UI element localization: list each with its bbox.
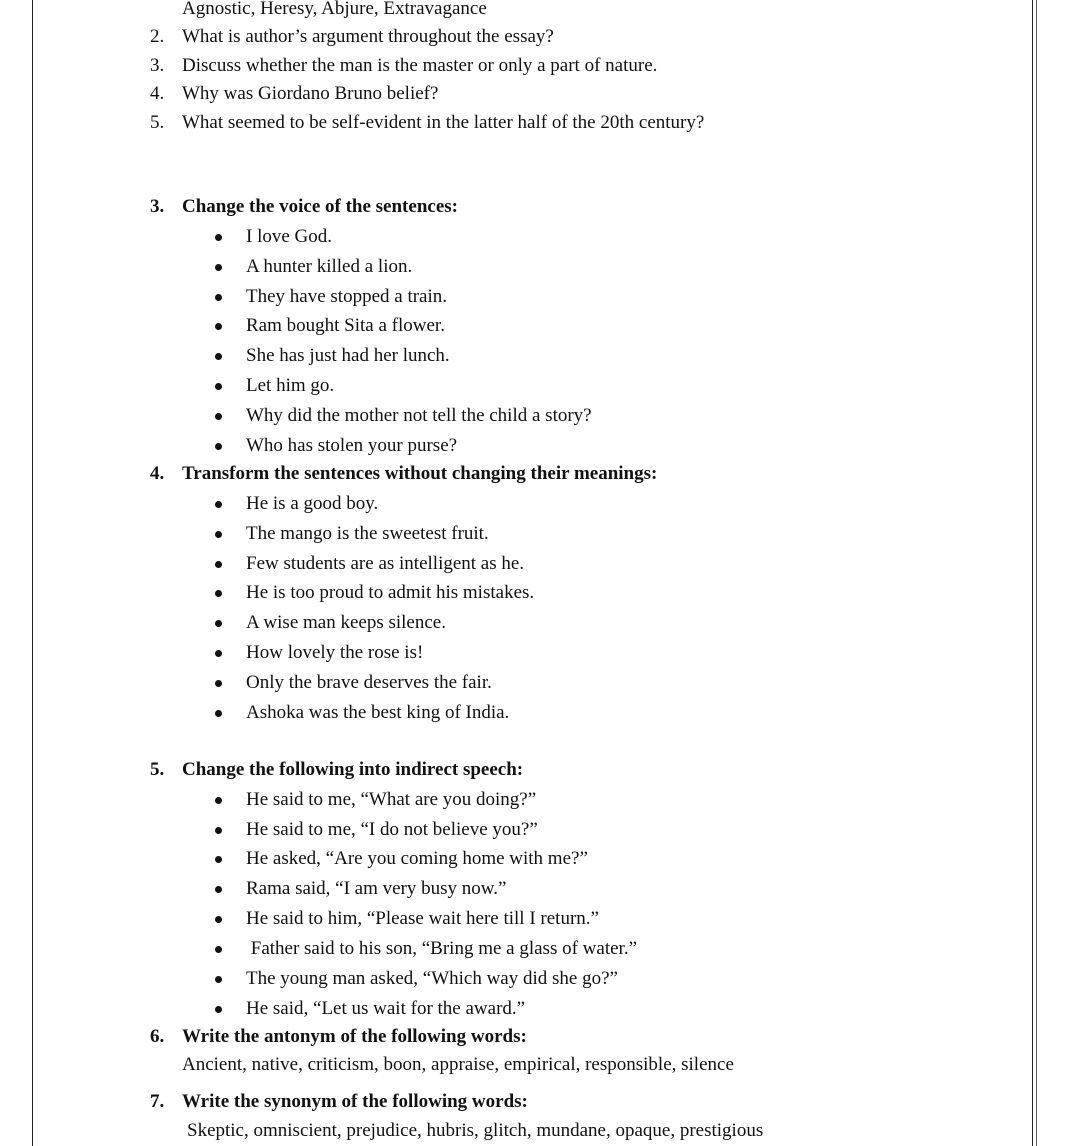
question-text: What seemed to be self-evident in the latter half of the 20th century?: [182, 112, 705, 133]
bullet-icon: [215, 353, 222, 360]
bullet-icon: [215, 710, 222, 717]
list-item: Let him go.: [246, 375, 335, 396]
section-number: 3.: [150, 196, 165, 217]
list-item: He said to me, “I do not believe you?”: [246, 819, 538, 840]
bullet-icon: [215, 413, 222, 420]
list-item: He is a good boy.: [246, 493, 379, 514]
bullet-icon: [215, 590, 222, 597]
vocab-words-line: Agnostic, Heresy, Abjure, Extravagance: [182, 0, 487, 19]
bullet-icon: [215, 531, 222, 538]
bullet-icon: [215, 976, 222, 983]
list-item: She has just had her lunch.: [246, 345, 450, 366]
bullet-icon: [215, 620, 222, 627]
bullet-icon: [215, 294, 222, 301]
bullet-icon: [215, 383, 222, 390]
bullet-icon: [215, 443, 222, 450]
section-heading: Write the synonym of the following words:: [182, 1091, 528, 1112]
list-item: He said to him, “Please wait here till I return.”: [246, 908, 599, 929]
bullet-icon: [215, 1006, 222, 1013]
list-item: Ashoka was the best king of India.: [246, 702, 510, 723]
bullet-icon: [215, 650, 222, 657]
list-item: He said, “Let us wait for the award.”: [246, 998, 526, 1019]
bullet-icon: [215, 946, 222, 953]
question-number: 4.: [150, 83, 165, 104]
section-heading: Change the voice of the sentences:: [182, 196, 458, 217]
section-heading: Write the antonym of the following words:: [182, 1026, 527, 1047]
bullet-icon: [215, 797, 222, 804]
bullet-icon: [215, 886, 222, 893]
section-number: 4.: [150, 463, 165, 484]
section-heading: Transform the sentences without changing their meanings:: [182, 463, 658, 484]
question-number: 2.: [150, 26, 165, 47]
list-item: They have stopped a train.: [246, 286, 448, 307]
section-number: 5.: [150, 759, 165, 780]
section-heading: Change the following into indirect speech:: [182, 759, 524, 780]
list-item: Why did the mother not tell the child a story?: [246, 405, 592, 426]
list-item: The young man asked, “Which way did she go?”: [246, 968, 618, 989]
section-number: 6.: [150, 1026, 165, 1047]
question-text: Discuss whether the man is the master or only a part of nature.: [182, 55, 658, 76]
list-item: A hunter killed a lion.: [246, 256, 413, 277]
question-text: What is author’s argument throughout the essay?: [182, 26, 554, 47]
bullet-icon: [215, 561, 222, 568]
bullet-icon: [215, 916, 222, 923]
section-number: 7.: [150, 1091, 165, 1112]
bullet-icon: [215, 827, 222, 834]
list-item: How lovely the rose is!: [246, 642, 424, 663]
list-item: He said to me, “What are you doing?”: [246, 789, 537, 810]
list-item: Who has stolen your purse?: [246, 435, 458, 456]
bullet-icon: [215, 856, 222, 863]
question-number: 5.: [150, 112, 165, 133]
question-number: 3.: [150, 55, 165, 76]
list-item: A wise man keeps silence.: [246, 612, 446, 633]
list-item: He asked, “Are you coming home with me?”: [246, 848, 588, 869]
synonym-words: Skeptic, omniscient, prejudice, hubris, glitch, mundane, opaque, prestigious: [187, 1120, 764, 1141]
list-item: Few students are as intelligent as he.: [246, 553, 525, 574]
antonym-words: Ancient, native, criticism, boon, appraise, empirical, responsible, silence: [182, 1054, 734, 1075]
page-border-left: [32, 0, 33, 1146]
bullet-icon: [215, 234, 222, 241]
question-text: Why was Giordano Bruno belief?: [182, 83, 439, 104]
list-item: Rama said, “I am very busy now.”: [246, 878, 507, 899]
bullet-icon: [215, 323, 222, 330]
list-item: Father said to his son, “Bring me a glass of water.”: [246, 938, 638, 959]
list-item: I love God.: [246, 226, 333, 247]
list-item: He is too proud to admit his mistakes.: [246, 582, 535, 603]
bullet-icon: [215, 264, 222, 271]
list-item: Only the brave deserves the fair.: [246, 672, 492, 693]
list-item: Ram bought Sita a flower.: [246, 315, 445, 336]
list-item: The mango is the sweetest fruit.: [246, 523, 489, 544]
page-border-right-outer: [1036, 0, 1037, 1146]
bullet-icon: [215, 501, 222, 508]
bullet-icon: [215, 680, 222, 687]
page-border-right: [1032, 0, 1033, 1146]
